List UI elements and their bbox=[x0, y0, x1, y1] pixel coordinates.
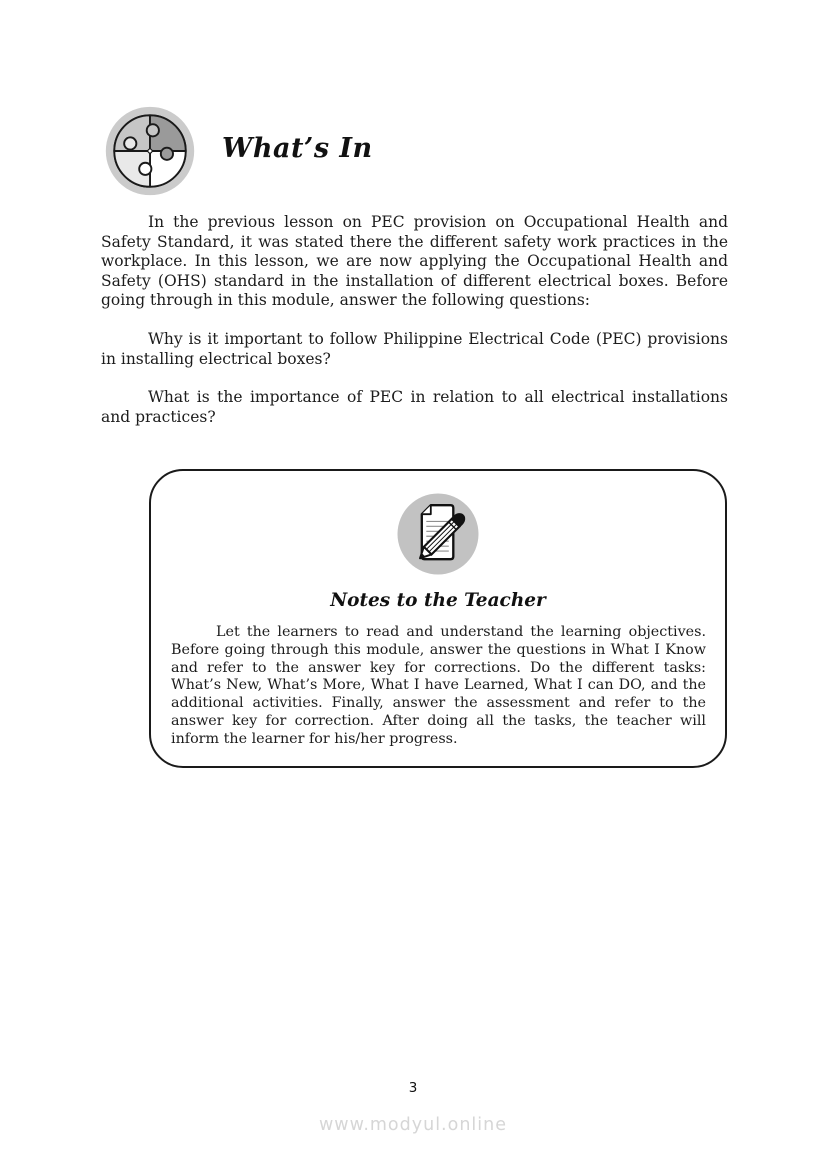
notes-title: Notes to the Teacher bbox=[330, 590, 546, 611]
question-2: What is the importance of PEC in relation to all electrical installations and practices? bbox=[101, 388, 728, 426]
notepad-pencil-icon bbox=[393, 489, 483, 579]
page-title: What’s In bbox=[222, 133, 373, 164]
intro-paragraph: In the previous lesson on PEC provision on Occupational Health and Safety Standard, it was stated there the different safety work practices in the workplace. In this lesson, we are now applying the Occupational Health and Safety (OHS) standard in the installation of different electrical boxes. Before going through in this module, answer the following questions: bbox=[101, 213, 728, 310]
watermark-text: www.modyul.online bbox=[318, 1115, 507, 1135]
teacher-notes-box bbox=[149, 469, 727, 768]
notes-body: Let the learners to read and understand the learning objectives. Before going through this module, answer the questions in What I Know and refer to the answer key for corrections. Do the different tasks: What’s New, What’s More, What I have Learned, What I can DO, and the additional activities. Finally, answer the assessment and refer to the answer key for correction. After doing all the tasks, the teacher will inform the learner for his/her progress. bbox=[171, 624, 706, 747]
intro-section bbox=[101, 213, 728, 446]
question-1: Why is it important to follow Philippine Electrical Code (PEC) provisions in installing electrical boxes? bbox=[101, 329, 728, 368]
page-number: 3 bbox=[408, 1080, 418, 1096]
puzzle-icon bbox=[103, 104, 197, 198]
